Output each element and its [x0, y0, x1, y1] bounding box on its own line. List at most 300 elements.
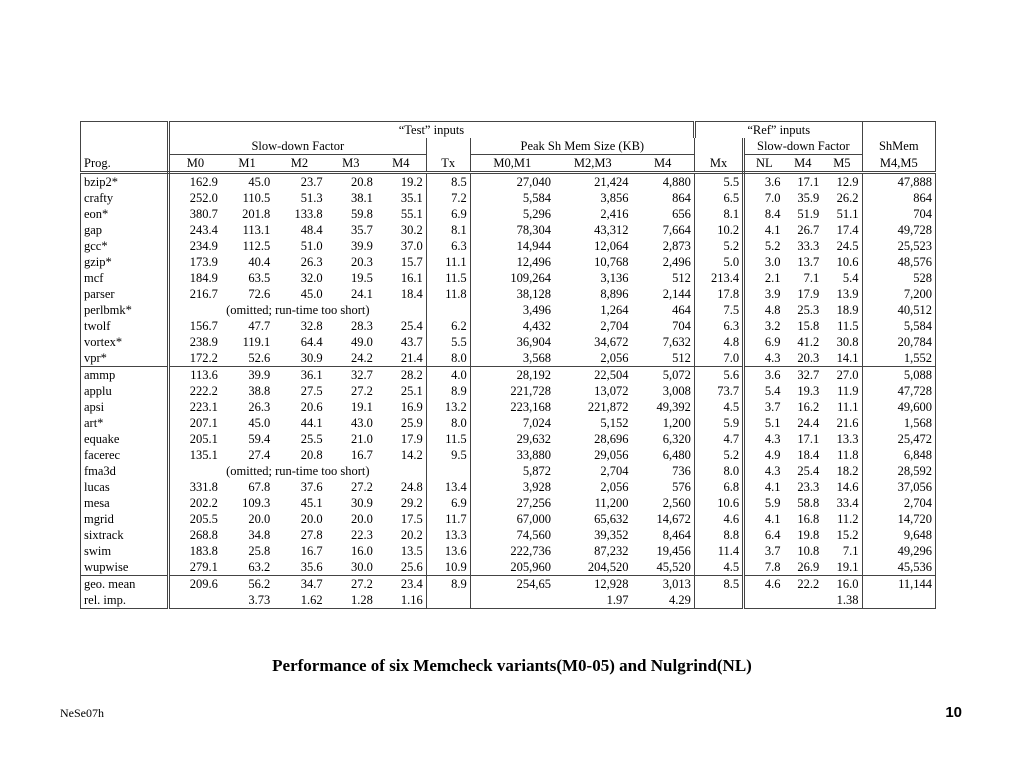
- mem-cell: 2,416: [600, 207, 629, 221]
- test-slow-cell: 23.4: [400, 577, 423, 591]
- mem-cell: 221,872: [587, 400, 629, 414]
- ref-slow-cell: 17.1: [797, 432, 820, 446]
- table-row: [81, 559, 936, 576]
- mx-blank-header: [694, 138, 743, 155]
- ref-slow-cell: 17.1: [797, 175, 820, 189]
- ref-mem-cell: 5,088: [862, 367, 935, 384]
- test-slow-cell: 25.5: [300, 432, 323, 446]
- test-slow-cell: 16.0: [351, 544, 373, 558]
- header-blank-cell: [81, 138, 169, 155]
- prog-cell: eon*: [81, 206, 169, 222]
- test-slow-cell: 17.5: [400, 512, 423, 526]
- mem-cell: 43,312: [594, 223, 629, 237]
- table-row: [81, 479, 936, 495]
- test-slow-cell: 183.8: [169, 543, 221, 559]
- ref-slow-cell: 6.9: [764, 335, 781, 349]
- table-row: [81, 270, 936, 286]
- ref-mem-cell: 20,784: [862, 334, 935, 350]
- test-slow-cell: 47.7: [248, 319, 271, 333]
- test-slow-cell: 205.1: [169, 431, 221, 447]
- test-slow-cell: 27.2: [351, 577, 373, 591]
- ref-slow-cell: 4.9: [764, 448, 781, 462]
- ref-slow-cell: 16.8: [797, 512, 820, 526]
- tx-cell: 11.8: [426, 286, 470, 302]
- mem-cell: 512: [672, 271, 691, 285]
- ref-slow-cell: 26.7: [797, 223, 820, 237]
- test-slow-cell: 109.3: [242, 496, 271, 510]
- ref-mem-cell: 5,584: [862, 318, 935, 334]
- ref-slow-cell: 3.2: [764, 319, 781, 333]
- test-slow-cell: 35.7: [351, 223, 373, 237]
- test-slow-cell: 43.0: [351, 416, 373, 430]
- test-slow-cell: 172.2: [169, 350, 221, 367]
- ref-slow-cell: 18.4: [797, 448, 820, 462]
- ref-slow-cell: 41.2: [797, 335, 820, 349]
- table-row: [81, 592, 936, 609]
- ref-slow-col-m5: M5: [822, 155, 862, 173]
- mx-cell: 5.9: [694, 415, 743, 431]
- table-row: [81, 286, 936, 302]
- mem-cell: 39,352: [594, 528, 629, 542]
- mem-cell: 27,256: [470, 495, 554, 511]
- ref-slow-cell: 1.38: [822, 592, 862, 609]
- mem-cell: 109,264: [470, 270, 554, 286]
- mem-cell: 45,520: [632, 559, 695, 576]
- table-row: [81, 447, 936, 463]
- mem-cell: 87,232: [594, 544, 629, 558]
- prog-cell: fma3d: [81, 463, 169, 479]
- test-slow-cell: 119.1: [242, 335, 271, 349]
- mem-cell: 28,696: [594, 432, 629, 446]
- tx-cell: 5.5: [426, 334, 470, 350]
- ref-mem-cell: 7,200: [862, 286, 935, 302]
- mem-cell: 38,128: [470, 286, 554, 302]
- ref-slow-cell: 24.4: [797, 416, 820, 430]
- test-slow-cell: 14.2: [400, 448, 423, 462]
- test-slow-cell: 252.0: [169, 190, 221, 206]
- test-slow-cell: 25.1: [400, 384, 423, 398]
- tx-cell: 7.2: [426, 190, 470, 206]
- prog-cell: perlbmk*: [81, 302, 169, 318]
- tx-cell: 10.9: [426, 559, 470, 576]
- ref-slow-cell: 18.9: [836, 303, 859, 317]
- peak-mem-header: Peak Sh Mem Size (KB): [470, 138, 694, 155]
- mem-cell: 3,928: [470, 479, 554, 495]
- test-slow-cell: 29.2: [400, 496, 423, 510]
- table-row: [81, 495, 936, 511]
- tx-cell: 4.0: [426, 367, 470, 384]
- test-slow-cell: 34.8: [248, 528, 271, 542]
- ref-slow-cell: 3.6: [764, 175, 781, 189]
- test-slow-cell: 113.1: [242, 223, 271, 237]
- table-row: [81, 383, 936, 399]
- test-slow-cell: 20.3: [351, 255, 373, 269]
- table-row: [81, 222, 936, 238]
- tx-cell: [426, 592, 470, 609]
- ref-slow-cell: 7.1: [842, 544, 859, 558]
- test-slow-cell: 37.6: [300, 480, 323, 494]
- mx-cell: 73.7: [694, 383, 743, 399]
- ref-slow-cell: 26.9: [783, 559, 822, 576]
- ref-mem-cell: 9,648: [862, 527, 935, 543]
- table-row: [81, 206, 936, 222]
- test-slow-cell: 20.0: [351, 512, 373, 526]
- test-slow-cell: 27.2: [351, 384, 373, 398]
- tx-cell: 8.9: [426, 383, 470, 399]
- mem-cell: 2,873: [662, 239, 691, 253]
- mem-cell: 2,144: [662, 287, 691, 301]
- shmem-header: ShMem: [862, 138, 935, 155]
- ref-mem-cell: 1,552: [862, 350, 935, 367]
- ref-mem-cell: 49,296: [862, 543, 935, 559]
- mem-cell: 3,136: [600, 271, 629, 285]
- test-slow-cell: 43.7: [400, 335, 423, 349]
- ref-slow-cell: 3.6: [764, 368, 781, 382]
- test-slow-cell: 38.8: [248, 384, 271, 398]
- omitted-note: (omitted; run-time too short): [169, 463, 427, 479]
- test-slow-cell: 162.9: [169, 173, 221, 191]
- test-slow-cell: 20.0: [300, 512, 323, 526]
- tx-cell: [426, 463, 470, 479]
- mem-cell: 33,880: [470, 447, 554, 463]
- ref-mem-cell: 49,600: [862, 399, 935, 415]
- mem-cell: 2,704: [600, 464, 629, 478]
- mx-cell: 213.4: [694, 270, 743, 286]
- mx-cell: 6.8: [694, 479, 743, 495]
- ref-slow-cell: 33.3: [797, 239, 820, 253]
- ref-mem-cell: 48,576: [862, 254, 935, 270]
- table-row: [81, 367, 936, 384]
- mem-cell: 13,072: [594, 384, 629, 398]
- test-slow-cell: 19.2: [400, 175, 423, 189]
- tx-cell: 11.7: [426, 511, 470, 527]
- ref-slow-cell: 27.0: [836, 368, 859, 382]
- ref-slow-cell: 4.3: [744, 350, 784, 367]
- ref-mem-cell: 704: [862, 206, 935, 222]
- prog-cell: gcc*: [81, 238, 169, 254]
- test-slow-cell: 27.2: [351, 480, 373, 494]
- results-table: [80, 121, 936, 609]
- ref-mem-cell: 28,592: [862, 463, 935, 479]
- mem-cell: 205,960: [470, 559, 554, 576]
- mem-col-header-2: M4: [632, 155, 695, 173]
- tx-cell: 11.5: [426, 431, 470, 447]
- test-slow-cell: 32.0: [300, 271, 323, 285]
- mx-cell: 6.3: [694, 318, 743, 334]
- test-slow-cell: 22.3: [351, 528, 373, 542]
- test-slow-cell: 32.8: [300, 319, 323, 333]
- test-slow-cell: 63.5: [248, 271, 271, 285]
- test-slow-cell: 21.4: [376, 350, 426, 367]
- prog-cell: mgrid: [81, 511, 169, 527]
- mem-cell: 65,632: [594, 512, 629, 526]
- test-slow-cell: 243.4: [169, 222, 221, 238]
- mem-cell: 49,392: [656, 400, 691, 414]
- ref-slow-cell: 12.9: [836, 175, 859, 189]
- test-slow-cell: 207.1: [169, 415, 221, 431]
- mx-cell: 7.5: [694, 302, 743, 318]
- ref-slow-cell: 4.6: [764, 577, 781, 591]
- mx-cell: 7.0: [694, 350, 743, 367]
- test-slow-cell: 21.0: [351, 432, 373, 446]
- test-slow-cell: 15.7: [400, 255, 423, 269]
- ref-mem-cell: 45,536: [862, 559, 935, 576]
- mem-cell: 74,560: [470, 527, 554, 543]
- table-caption: Performance of six Memcheck variants(M0-05) and Nulgrind(NL): [272, 656, 752, 675]
- test-slow-cell: 39.9: [248, 368, 271, 382]
- mx-cell: 4.8: [694, 334, 743, 350]
- mem-cell: 29,056: [594, 448, 629, 462]
- prog-cell: geo. mean: [81, 576, 169, 593]
- ref-slow-cell: 58.8: [797, 496, 820, 510]
- mem-cell: 22,504: [594, 368, 629, 382]
- prog-cell: sixtrack: [81, 527, 169, 543]
- ref-slow-cell: 4.1: [764, 223, 781, 237]
- test-slow-cell: 37.0: [400, 239, 423, 253]
- mx-cell: 10.2: [694, 222, 743, 238]
- test-slow-cell: 45.0: [248, 416, 271, 430]
- test-slow-cell: 26.3: [248, 400, 271, 414]
- ref-slow-col-nl: NL: [744, 155, 784, 173]
- test-slow-cell: 112.5: [242, 239, 271, 253]
- test-slow-cell: 25.4: [400, 319, 423, 333]
- mem-cell: 2,496: [662, 255, 691, 269]
- test-slow-cell: 40.4: [248, 255, 271, 269]
- test-slow-cell: 331.8: [169, 479, 221, 495]
- tx-cell: 8.9: [426, 576, 470, 593]
- test-slow-cell: 36.1: [300, 368, 323, 382]
- mem-cell: 12,496: [470, 254, 554, 270]
- test-slow-cell: 380.7: [169, 206, 221, 222]
- mem-cell: [470, 592, 554, 609]
- table-row: [81, 254, 936, 270]
- test-slow-cell: 135.1: [169, 447, 221, 463]
- table-row: [81, 463, 936, 479]
- test-slow-cell: 67.8: [248, 480, 271, 494]
- test-slow-cell: 32.7: [351, 368, 373, 382]
- ref-mem-cell: 1,568: [862, 415, 935, 431]
- prog-cell: mcf: [81, 270, 169, 286]
- mem-cell: 704: [672, 319, 691, 333]
- page-number: 10: [945, 704, 962, 721]
- ref-slowdown-header: Slow-down Factor: [744, 138, 862, 155]
- prog-cell: swim: [81, 543, 169, 559]
- mem-cell: 5,072: [662, 368, 691, 382]
- mem-cell: 656: [672, 207, 691, 221]
- mem-cell: 254,65: [470, 576, 554, 593]
- mem-cell: 67,000: [470, 511, 554, 527]
- mem-col-header-0: M0,M1: [470, 155, 554, 173]
- test-slow-cell: 35.1: [400, 191, 423, 205]
- test-slow-cell: 156.7: [169, 318, 221, 334]
- mem-cell: 6,480: [662, 448, 691, 462]
- test-slow-cell: 44.1: [300, 416, 323, 430]
- tx-blank-header: [426, 138, 470, 155]
- mx-cell: 4.5: [694, 559, 743, 576]
- table-row: [81, 302, 936, 318]
- test-slow-cell: [169, 592, 221, 609]
- ref-mem-cell: 37,056: [862, 479, 935, 495]
- test-slow-cell: 238.9: [169, 334, 221, 350]
- ref-slow-cell: 13.3: [836, 432, 859, 446]
- ref-slow-cell: 5.9: [764, 496, 781, 510]
- test-slow-cell: 209.6: [169, 576, 221, 593]
- mem-cell: 576: [672, 480, 691, 494]
- test-slow-cell: 59.8: [351, 207, 373, 221]
- test-slow-cell: 25.8: [248, 544, 271, 558]
- ref-slow-cell: 3.9: [764, 287, 781, 301]
- prog-cell: mesa: [81, 495, 169, 511]
- test-slow-cell: 34.7: [300, 577, 323, 591]
- test-slowdown-header: Slow-down Factor: [169, 138, 427, 155]
- ref-slow-cell: 14.1: [822, 350, 862, 367]
- ref-slow-cell: 4.3: [764, 464, 781, 478]
- mem-cell: 12,064: [594, 239, 629, 253]
- mx-cell: 4.7: [694, 431, 743, 447]
- table-row: [81, 543, 936, 559]
- ref-slow-cell: 17.4: [836, 223, 859, 237]
- ref-slow-cell: 2.1: [764, 271, 781, 285]
- prog-cell: wupwise: [81, 559, 169, 576]
- mx-cell: 10.6: [694, 495, 743, 511]
- mem-cell: 204,520: [554, 559, 632, 576]
- ref-slow-cell: 5.4: [842, 271, 859, 285]
- table-row: [81, 318, 936, 334]
- prog-cell: parser: [81, 286, 169, 302]
- ref-slow-cell: 22.2: [797, 577, 820, 591]
- mx-cell: 8.5: [694, 576, 743, 593]
- prog-cell: vortex*: [81, 334, 169, 350]
- test-slow-cell: 48.4: [300, 223, 323, 237]
- mem-cell: 8,464: [662, 528, 691, 542]
- ref-mem-cell: 40,512: [862, 302, 935, 318]
- tx-cell: 13.2: [426, 399, 470, 415]
- ref-slow-cell: [783, 592, 822, 609]
- table-row: [81, 350, 936, 367]
- ref-slow-cell: 32.7: [797, 368, 820, 382]
- mx-cell: 4.5: [694, 399, 743, 415]
- test-slow-cell: 23.7: [300, 175, 323, 189]
- prog-cell: vpr*: [81, 350, 169, 367]
- mx-cell: 6.5: [694, 190, 743, 206]
- ref-mem-cell: 25,472: [862, 431, 935, 447]
- prog-cell: facerec: [81, 447, 169, 463]
- ref-slow-cell: 30.8: [836, 335, 859, 349]
- prog-cell: lucas: [81, 479, 169, 495]
- tx-col-header: Tx: [426, 155, 470, 173]
- ref-mem-cell: 528: [862, 270, 935, 286]
- ref-slow-cell: 11.8: [837, 448, 859, 462]
- test-slow-cell: 30.0: [326, 559, 376, 576]
- mem-cell: 512: [632, 350, 695, 367]
- test-slow-cell: 27.8: [300, 528, 323, 542]
- table-row: [81, 415, 936, 431]
- ref-slow-cell: 25.3: [797, 303, 820, 317]
- ref-slow-cell: 16.2: [797, 400, 820, 414]
- test-slow-cell: 133.8: [294, 207, 323, 221]
- test-slow-cell: 63.2: [221, 559, 273, 576]
- mem-cell: 10,768: [594, 255, 629, 269]
- test-slow-cell: 113.6: [169, 367, 221, 384]
- mem-cell: 7,024: [470, 415, 554, 431]
- ref-mem-cell: 47,888: [862, 173, 935, 191]
- ref-slow-cell: 19.3: [797, 384, 820, 398]
- test-slow-col-m4: M4: [376, 155, 426, 173]
- header-row-2: [81, 138, 936, 155]
- results-table-container: [80, 121, 936, 609]
- test-slow-cell: 279.1: [169, 559, 221, 576]
- mem-cell: 2,056: [600, 480, 629, 494]
- ref-slow-cell: 11.9: [837, 384, 859, 398]
- mx-col-header: Mx: [694, 155, 743, 173]
- ref-slow-cell: 5.2: [764, 239, 781, 253]
- prog-cell: equake: [81, 431, 169, 447]
- table-row: [81, 511, 936, 527]
- test-slow-col-m1: M1: [221, 155, 273, 173]
- table-row: [81, 527, 936, 543]
- test-slow-cell: 39.9: [351, 239, 373, 253]
- mem-cell: 864: [672, 191, 691, 205]
- test-slow-cell: 28.3: [351, 319, 373, 333]
- ref-slow-cell: 10.8: [797, 544, 820, 558]
- ref-slow-cell: 13.9: [836, 287, 859, 301]
- ref-slow-cell: 7.8: [744, 559, 784, 576]
- prog-cell: gap: [81, 222, 169, 238]
- test-inputs-header: “Test” inputs: [169, 122, 695, 139]
- test-slow-cell: 20.2: [400, 528, 423, 542]
- test-slow-cell: 16.1: [400, 271, 423, 285]
- mem-cell: 3,008: [662, 384, 691, 398]
- mx-cell: 5.2: [694, 447, 743, 463]
- test-slow-cell: 1.28: [326, 592, 376, 609]
- ref-slow-cell: 3.0: [764, 255, 781, 269]
- ref-slow-cell: 3.7: [764, 544, 781, 558]
- test-slow-cell: 26.3: [300, 255, 323, 269]
- mx-cell: 5.5: [694, 173, 743, 191]
- test-slow-cell: 20.8: [351, 175, 373, 189]
- test-slow-cell: 72.6: [248, 287, 271, 301]
- test-slow-cell: 13.5: [400, 544, 423, 558]
- test-slow-cell: 20.8: [300, 448, 323, 462]
- mem-cell: 5,584: [470, 190, 554, 206]
- prog-header: Prog.: [81, 155, 169, 173]
- tx-cell: 6.9: [426, 206, 470, 222]
- ref-slow-cell: 33.4: [836, 496, 859, 510]
- mem-cell: 6,320: [662, 432, 691, 446]
- ref-slow-cell: 7.1: [803, 271, 820, 285]
- mx-cell: 8.1: [694, 206, 743, 222]
- ref-slow-cell: 24.5: [836, 239, 859, 253]
- test-slow-cell: 216.7: [169, 286, 221, 302]
- test-slow-cell: 202.2: [169, 495, 221, 511]
- mem-cell: 1,200: [662, 416, 691, 430]
- tx-cell: 11.5: [426, 270, 470, 286]
- mem-cell: 2,560: [662, 496, 691, 510]
- ref-mem-cell: 864: [862, 190, 935, 206]
- ref-inputs-header: “Ref” inputs: [694, 122, 862, 139]
- ref-mem-cell: 47,728: [862, 383, 935, 399]
- ref-slow-cell: 35.9: [797, 191, 820, 205]
- test-slow-cell: 18.4: [400, 287, 423, 301]
- test-slow-cell: 25.6: [376, 559, 426, 576]
- mx-cell: 11.4: [694, 543, 743, 559]
- ref-slow-cell: 15.2: [836, 528, 859, 542]
- test-slow-cell: 30.9: [273, 350, 325, 367]
- test-slow-cell: 49.0: [351, 335, 373, 349]
- test-slow-cell: 19.1: [351, 400, 373, 414]
- ref-mem-cell: 25,523: [862, 238, 935, 254]
- ref-slow-cell: 25.4: [797, 464, 820, 478]
